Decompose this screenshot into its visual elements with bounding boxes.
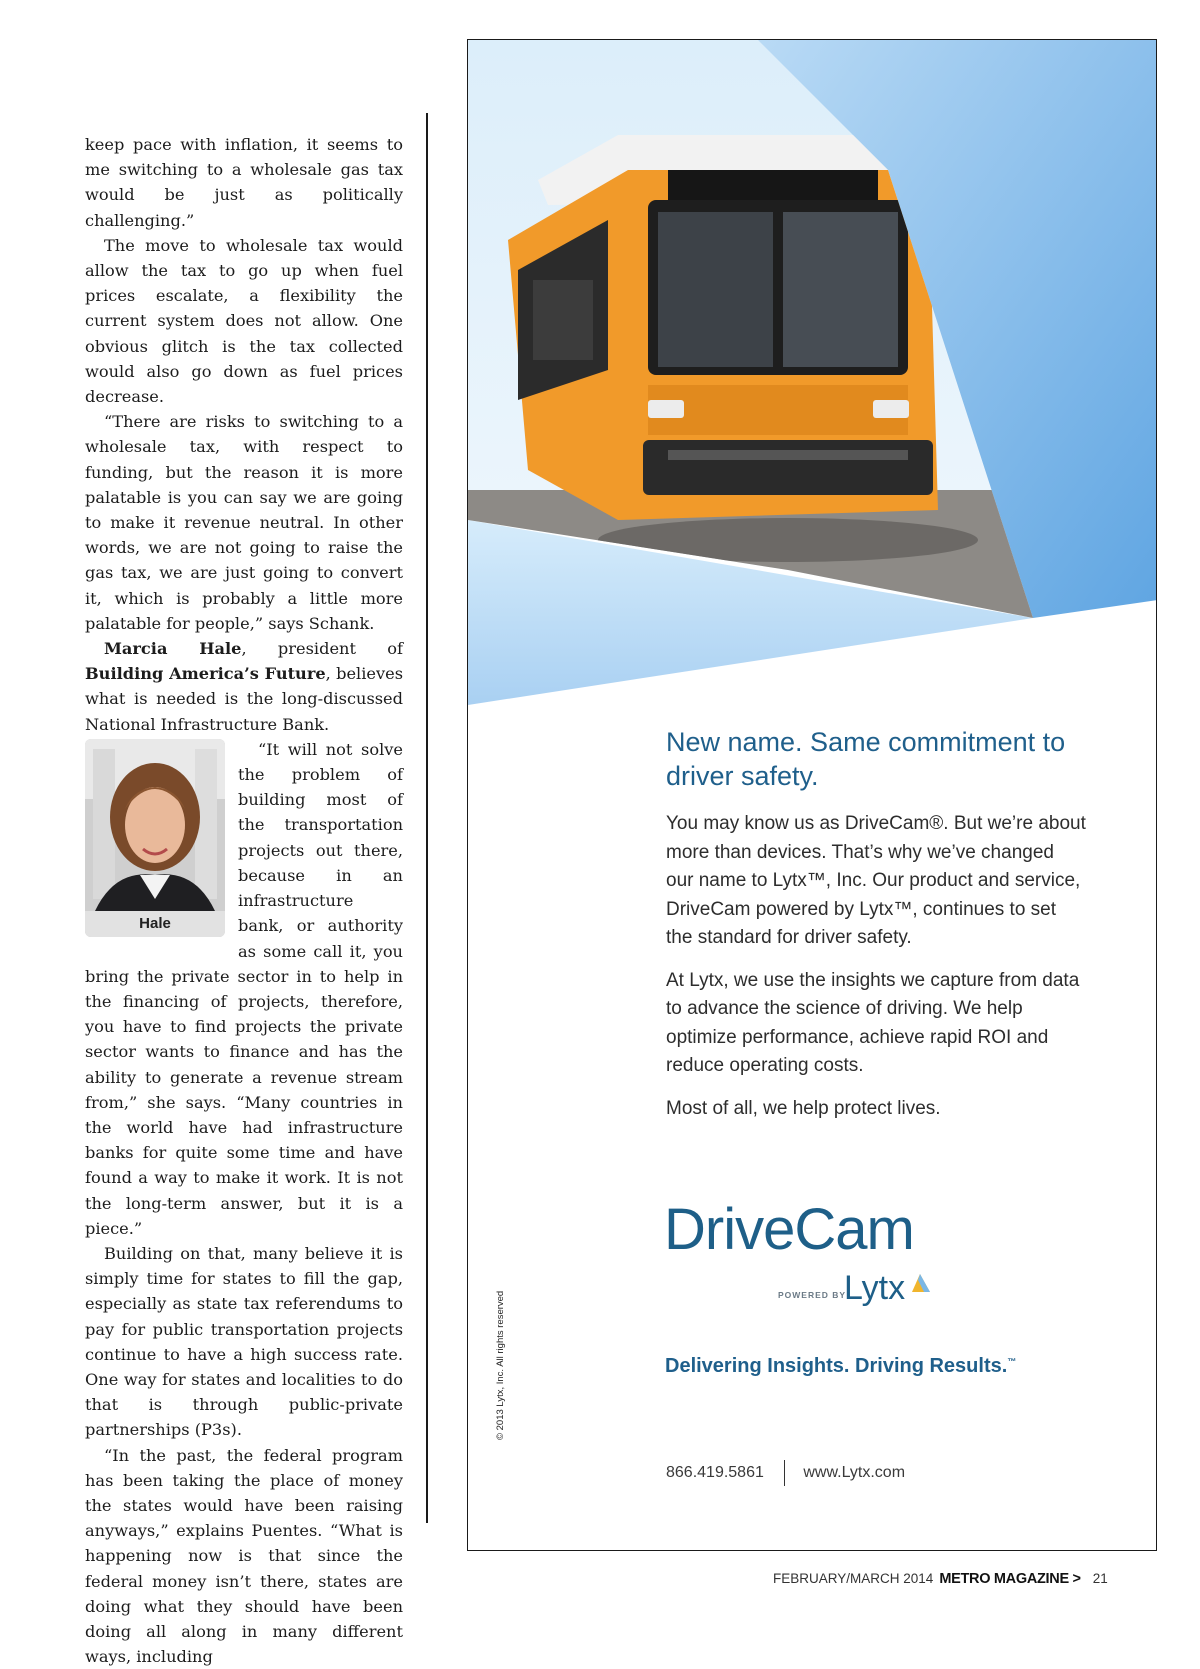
column-divider (426, 113, 428, 1523)
ad-bus-artwork (468, 40, 1157, 760)
ad-body (666, 810, 1086, 1137)
issue-date: FEBRUARY/MARCH 2014 (773, 1571, 934, 1586)
logo-powered-by: POWERED BY (778, 1290, 847, 1300)
website-link[interactable]: www.Lytx.com (803, 1464, 906, 1481)
text-span: , president of (241, 639, 403, 659)
advertisement (467, 39, 1157, 1551)
person-name: Marcia Hale (104, 639, 242, 659)
organization-name: Building America’s Future (85, 664, 326, 684)
headshot-photo (85, 739, 225, 937)
ad-copyright: © 2013 Lytx, Inc. All rights reserved (495, 1290, 506, 1440)
photo-caption: Hale (85, 911, 225, 937)
ad-body-paragraph: At Lytx, we use the insights we capture from data to advance the science of driving. We help optimize performance, achieve rapid ROI and reduce operating costs. (666, 969, 1080, 1076)
ad-body-paragraph: You may know us as DriveCam®. But we’re about more than devices. That’s why we’ve changed our name to Lytx™, Inc. Our product and service, DriveCam powered by Lytx™, continues to set the standard for driver safety. (666, 813, 1086, 948)
ad-tagline (665, 1355, 1016, 1378)
article-paragraph: “There are risks to switching to a wholesale tax, with respect to funding, but the reason it is more palatable is you can say we are going to make it revenue neutral. In other words, we are not going to raise the gas tax, we are just going to convert it, which is probably a little more palatable for people,” says Schank. (85, 412, 403, 633)
logo-wordmark: DriveCam (664, 1197, 914, 1262)
article-paragraph: “It will not solve the problem of building most of the transportation projects out there, because in an infrastructure bank, or authority as some call it, you bring the private sector in to help in the financing of projects, therefore, you have to find projects the private sector wants to finance and has the ability to generate a revenue stream from,” she says. “Many countries in the world have had infrastructure banks for quite some time and have found a way to make it work. It is not the long-term answer, but it is a piece.” (85, 739, 403, 1238)
article-column (85, 132, 403, 1669)
ad-contact (666, 1460, 905, 1486)
article-paragraph: The move to wholesale tax would allow the tax to go up when fuel prices escalate, a flexibility the current system does not allow. One obvious glitch is the tax collected would also go down as fuel prices decrease. (85, 235, 403, 407)
article-paragraph: keep pace with inflation, it seems to me switching to a wholesale gas tax would be just as politically challenging.” (85, 135, 403, 230)
article-paragraph: Building on that, many believe it is simply time for states to fill the gap, especially as state tax referendums to pay for public transportation projects continue to have a high success rate. One way for states and localities to do that is through public-private partnerships (P3s). (85, 1243, 403, 1440)
portrait-image (85, 739, 225, 937)
lytx-mark-icon (910, 1272, 932, 1294)
tagline-text: Delivering Insights. Driving Results. (665, 1355, 1008, 1377)
text-span: , believes what is needed is the long-discussed National Infrastructure Bank. (85, 664, 404, 734)
logo-lytx: Lytx (844, 1269, 906, 1307)
trademark-symbol: ™ (1007, 1356, 1017, 1367)
page-number: 21 (1092, 1571, 1108, 1586)
ad-headline: New name. Same commitment to driver safety. (666, 727, 1066, 791)
magazine-name: METRO MAGAZINE > (939, 1571, 1081, 1587)
article-paragraph (85, 636, 403, 737)
phone-number: 866.419.5861 (666, 1464, 764, 1481)
contact-divider (784, 1460, 786, 1486)
drivecam-lytx-logo (664, 1197, 964, 1310)
ad-body-paragraph: Most of all, we help protect lives. (666, 1097, 941, 1119)
article-paragraph: “In the past, the federal program has been taking the place of money the states would have been raising anyways,” explains Puentes. “What is happening now is that since the federal money isn’t there, states are doing what they should have been doing all along in many different ways, including (85, 1445, 403, 1667)
page-footer (773, 1571, 1108, 1587)
